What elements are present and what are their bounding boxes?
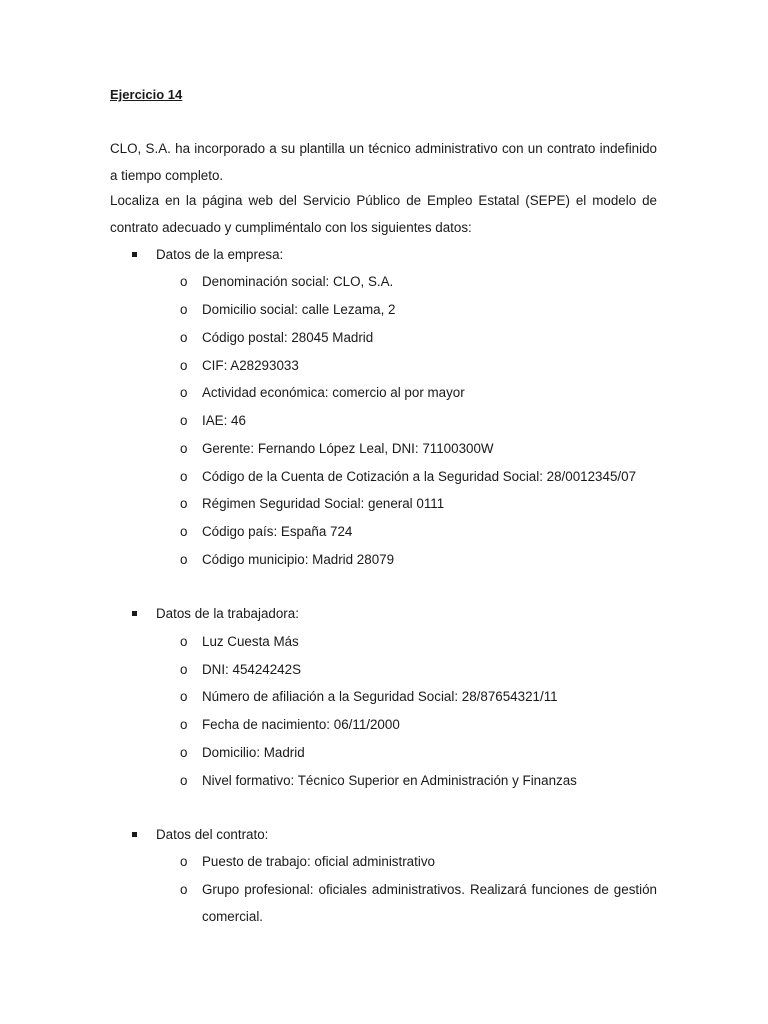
list-item-text: Puesto de trabajo: oficial administrativo xyxy=(202,854,435,869)
circle-bullet-icon: o xyxy=(180,496,188,511)
circle-bullet-icon: o xyxy=(180,413,188,428)
list-item-text: Número de afiliación a la Seguridad Social: 28/87654321/11 xyxy=(202,689,558,704)
list-item-text: IAE: 46 xyxy=(202,413,246,428)
list-item-text: Denominación social: CLO, S.A. xyxy=(202,274,394,289)
square-bullet-icon xyxy=(132,252,137,257)
square-bullet-icon xyxy=(132,832,137,837)
circle-bullet-icon: o xyxy=(180,662,188,677)
list-item-text: CIF: A28293033 xyxy=(202,358,299,373)
list-item-text: Grupo profesional: oficiales administrativos. Realizará funciones de gestión comercial. xyxy=(202,882,657,924)
list-item-text: Luz Cuesta Más xyxy=(202,634,299,649)
exercise-title: Ejercicio 14 xyxy=(110,87,183,102)
list-item-text: Domicilio: Madrid xyxy=(202,745,305,760)
circle-bullet-icon: o xyxy=(180,634,188,649)
list-item-text: Domicilio social: calle Lezama, 2 xyxy=(202,302,396,317)
circle-bullet-icon: o xyxy=(180,689,188,704)
list-item-text: Código municipio: Madrid 28079 xyxy=(202,552,395,567)
circle-bullet-icon: o xyxy=(180,274,188,289)
square-bullet-icon xyxy=(132,611,137,616)
circle-bullet-icon: o xyxy=(180,441,188,456)
circle-bullet-icon: o xyxy=(180,745,188,760)
list-item-text: Régimen Seguridad Social: general 0111 xyxy=(202,496,445,511)
circle-bullet-icon: o xyxy=(180,854,188,869)
instruction-paragraph: Localiza en la página web del Servicio Público de Empleo Estatal (SEPE) el modelo de contrato adecuado y cumpliméntalo con los siguientes datos: xyxy=(110,193,657,235)
section-label: Datos de la empresa: xyxy=(156,247,284,262)
circle-bullet-icon: o xyxy=(180,717,188,732)
list-item-text: Nivel formativo: Técnico Superior en Administración y Finanzas xyxy=(202,773,577,788)
circle-bullet-icon: o xyxy=(180,773,188,788)
list-item-text: Actividad económica: comercio al por mayor xyxy=(202,385,465,400)
list-item-text: DNI: 45424242S xyxy=(202,662,302,677)
intro-paragraph: CLO, S.A. ha incorporado a su plantilla un técnico administrativo con un contrato indefinido a tiempo completo. xyxy=(110,141,657,183)
list-item-text: Código país: España 724 xyxy=(202,524,353,539)
circle-bullet-icon: o xyxy=(180,358,188,373)
list-item-text: Código postal: 28045 Madrid xyxy=(202,330,374,345)
circle-bullet-icon: o xyxy=(180,302,188,317)
circle-bullet-icon: o xyxy=(180,330,188,345)
list-item-text: Fecha de nacimiento: 06/11/2000 xyxy=(202,717,400,732)
section-label: Datos del contrato: xyxy=(156,827,269,842)
list-item-text: Gerente: Fernando López Leal, DNI: 71100300W xyxy=(202,441,494,456)
circle-bullet-icon: o xyxy=(180,524,188,539)
circle-bullet-icon: o xyxy=(180,882,188,897)
section-label: Datos de la trabajadora: xyxy=(156,606,299,621)
circle-bullet-icon: o xyxy=(180,469,188,484)
circle-bullet-icon: o xyxy=(180,552,188,567)
circle-bullet-icon: o xyxy=(180,385,188,400)
list-item-text: Código de la Cuenta de Cotización a la Seguridad Social: 28/0012345/07 xyxy=(202,469,637,484)
